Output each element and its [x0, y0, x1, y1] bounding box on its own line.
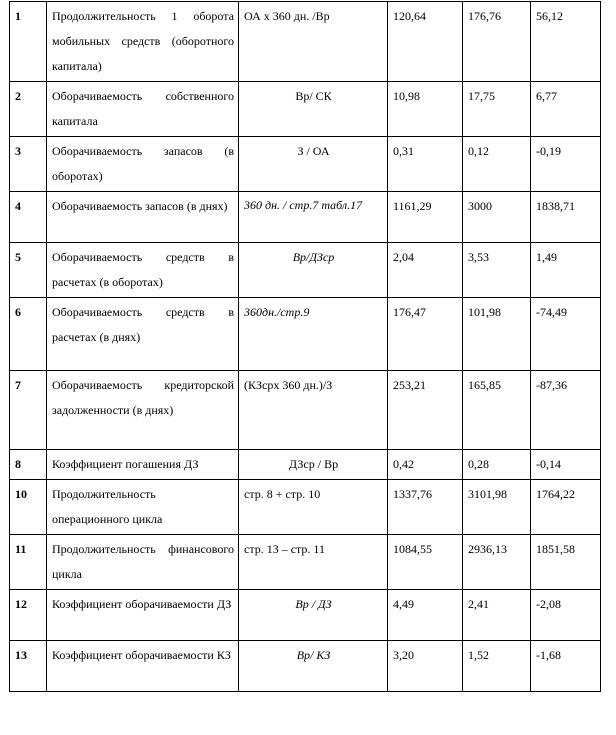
- value-curr: 2936,13: [463, 535, 531, 590]
- row-number: 12: [10, 590, 47, 641]
- value-change: 1,49: [531, 243, 601, 298]
- indicator-name: Оборачиваемость запасов (в днях): [47, 192, 239, 243]
- row-number: 1: [10, 2, 47, 82]
- indicator-name: Оборачиваемость кредиторской задолженности (в днях): [47, 371, 239, 450]
- indicator-name: Коэффициент оборачиваемости КЗ: [47, 641, 239, 692]
- table-row: [10, 82, 601, 137]
- value-prev: 10,98: [388, 82, 463, 137]
- table-row: [10, 535, 601, 590]
- value-curr: 0,28: [463, 450, 531, 480]
- row-number: 11: [10, 535, 47, 590]
- row-number: 7: [10, 371, 47, 450]
- value-change: 1764,22: [531, 480, 601, 535]
- row-number: 2: [10, 82, 47, 137]
- table-row: [10, 298, 601, 371]
- table-row: [10, 450, 601, 480]
- table-row: [10, 590, 601, 641]
- value-curr: 101,98: [463, 298, 531, 371]
- value-curr: 3101,98: [463, 480, 531, 535]
- indicators-table: [9, 1, 601, 692]
- indicator-name: Коэффициент погашения ДЗ: [47, 450, 239, 480]
- formula-cell: Вр/ДЗср: [239, 243, 388, 298]
- value-prev: 176,47: [388, 298, 463, 371]
- value-curr: 176,76: [463, 2, 531, 82]
- formula-cell: стр. 8 + стр. 10: [239, 480, 388, 535]
- value-curr: 0,12: [463, 137, 531, 192]
- formula-cell: Вр/ СК: [239, 82, 388, 137]
- indicator-name: Продолжительность 1 оборота мобильных средств (оборотного капитала): [47, 2, 239, 82]
- value-prev: 2,04: [388, 243, 463, 298]
- formula-cell: ДЗср / Вр: [239, 450, 388, 480]
- row-number: 6: [10, 298, 47, 371]
- value-curr: 17,75: [463, 82, 531, 137]
- value-change: -74,49: [531, 298, 601, 371]
- row-number: 13: [10, 641, 47, 692]
- formula-cell: Вр/ КЗ: [239, 641, 388, 692]
- formula-cell: (КЗсрх 360 дн.)/З: [239, 371, 388, 450]
- value-prev: 0,31: [388, 137, 463, 192]
- row-number: 8: [10, 450, 47, 480]
- value-change: 1851,58: [531, 535, 601, 590]
- indicator-name: Оборачиваемость собственного капитала: [47, 82, 239, 137]
- value-curr: 3,53: [463, 243, 531, 298]
- value-change: 56,12: [531, 2, 601, 82]
- table-row: [10, 2, 601, 82]
- row-number: 3: [10, 137, 47, 192]
- value-curr: 1,52: [463, 641, 531, 692]
- value-change: -0,19: [531, 137, 601, 192]
- indicator-name: Продолжительность операционного цикла: [47, 480, 239, 535]
- formula-cell: 360 дн. / стр.7 табл.17: [239, 192, 388, 243]
- value-prev: 253,21: [388, 371, 463, 450]
- indicator-name: Оборачиваемость запасов (в оборотах): [47, 137, 239, 192]
- table-row: [10, 192, 601, 243]
- row-number: 5: [10, 243, 47, 298]
- value-prev: 120,64: [388, 2, 463, 82]
- value-change: -87,36: [531, 371, 601, 450]
- value-prev: 1084,55: [388, 535, 463, 590]
- value-curr: 3000: [463, 192, 531, 243]
- formula-cell: Вр / ДЗ: [239, 590, 388, 641]
- value-prev: 1161,29: [388, 192, 463, 243]
- indicator-name: Оборачиваемость средств в расчетах (в оборотах): [47, 243, 239, 298]
- value-curr: 165,85: [463, 371, 531, 450]
- indicator-name: Коэффициент оборачиваемости ДЗ: [47, 590, 239, 641]
- value-prev: 4,49: [388, 590, 463, 641]
- formula-cell: стр. 13 – стр. 11: [239, 535, 388, 590]
- formula-cell: 360дн./стр.9: [239, 298, 388, 371]
- indicator-name: Оборачиваемость средств в расчетах (в днях): [47, 298, 239, 371]
- value-change: -2,08: [531, 590, 601, 641]
- table-row: [10, 480, 601, 535]
- formula-cell: ОА х 360 дн. /Вр: [239, 2, 388, 82]
- value-prev: 3,20: [388, 641, 463, 692]
- table-row: [10, 243, 601, 298]
- formula-cell: З / ОА: [239, 137, 388, 192]
- value-change: -0,14: [531, 450, 601, 480]
- value-prev: 0,42: [388, 450, 463, 480]
- row-number: 4: [10, 192, 47, 243]
- row-number: 10: [10, 480, 47, 535]
- value-change: -1,68: [531, 641, 601, 692]
- table-row: [10, 137, 601, 192]
- table-row: [10, 641, 601, 692]
- table-row: [10, 371, 601, 450]
- value-prev: 1337,76: [388, 480, 463, 535]
- value-curr: 2,41: [463, 590, 531, 641]
- value-change: 6,77: [531, 82, 601, 137]
- value-change: 1838,71: [531, 192, 601, 243]
- indicator-name: Продолжительность финансового цикла: [47, 535, 239, 590]
